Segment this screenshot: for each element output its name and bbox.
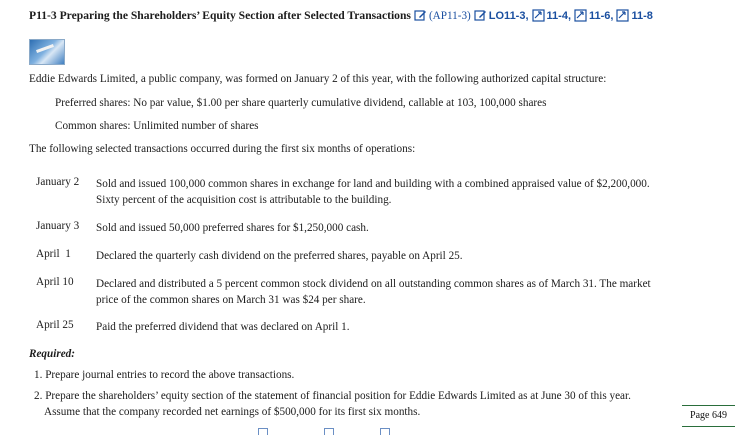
transaction-description: Sold and issued 50,000 preferred shares for $1,250,000 cash.	[96, 222, 369, 234]
transaction-description: Declared the quarterly cash dividend on the preferred shares, payable on April 25.	[96, 250, 463, 262]
edit-link-icon[interactable]	[574, 9, 587, 22]
video-thumbnail[interactable]	[29, 39, 65, 65]
page-number: Page 649	[682, 405, 735, 427]
required-item: 2. Prepare the shareholders’ equity section of the statement of financial position for Eddie Edwards Limited as at June 30 of this year. Assume that the company recorded net earnings of $500,000 for its first six months.	[34, 390, 631, 418]
problem-title: P11-3 Preparing the Shareholders’ Equity Section after Selected Transactions	[29, 9, 411, 22]
lo-link[interactable]: 11-4,	[546, 9, 571, 22]
transaction-description: Paid the preferred dividend that was declared on April 1.	[96, 321, 350, 333]
edit-link-icon[interactable]	[474, 9, 487, 22]
edit-link-icon[interactable]	[616, 9, 629, 22]
required-heading: Required:	[29, 348, 75, 360]
lo-link[interactable]: 11-8	[631, 9, 653, 22]
preferred-shares-line: Preferred shares: No par value, $1.00 per share quarterly cumulative dividend, callable at 103, 100,000 shares	[55, 97, 547, 109]
common-shares-line: Common shares: Unlimited number of shares	[55, 120, 259, 132]
edit-link-icon[interactable]	[414, 9, 427, 22]
lo-link[interactable]: 11-6,	[589, 9, 614, 22]
lo-link[interactable]: LO11-3,	[488, 9, 529, 22]
transactions-intro: The following selected transactions occurred during the first six months of operations:	[29, 143, 416, 155]
transaction-date: January 2	[36, 176, 80, 188]
problem-heading	[29, 9, 653, 22]
intro-paragraph: Eddie Edwards Limited, a public company, was formed on January 2 of this year, with the following authorized capital structure:	[29, 73, 607, 85]
edit-link-icon[interactable]	[532, 9, 545, 22]
transaction-description: Sold and issued 100,000 common shares in exchange for land and building with a combined appraised value of $2,200,000. Sixty percent of the acquisition cost is attributable to the building.	[96, 178, 650, 206]
transaction-date: April 25	[36, 319, 74, 331]
ap-link[interactable]: (AP11-3)	[428, 9, 471, 22]
transaction-date: April 10	[36, 276, 74, 288]
transaction-description: Declared and distributed a 5 percent common stock dividend on all outstanding common shares as of March 31. The market price of the common shares on March 31 was $24 per share.	[96, 278, 651, 306]
required-item: 1. Prepare journal entries to record the above transactions.	[34, 369, 295, 381]
transaction-date: April 1	[36, 248, 71, 260]
transaction-date: January 3	[36, 220, 80, 232]
